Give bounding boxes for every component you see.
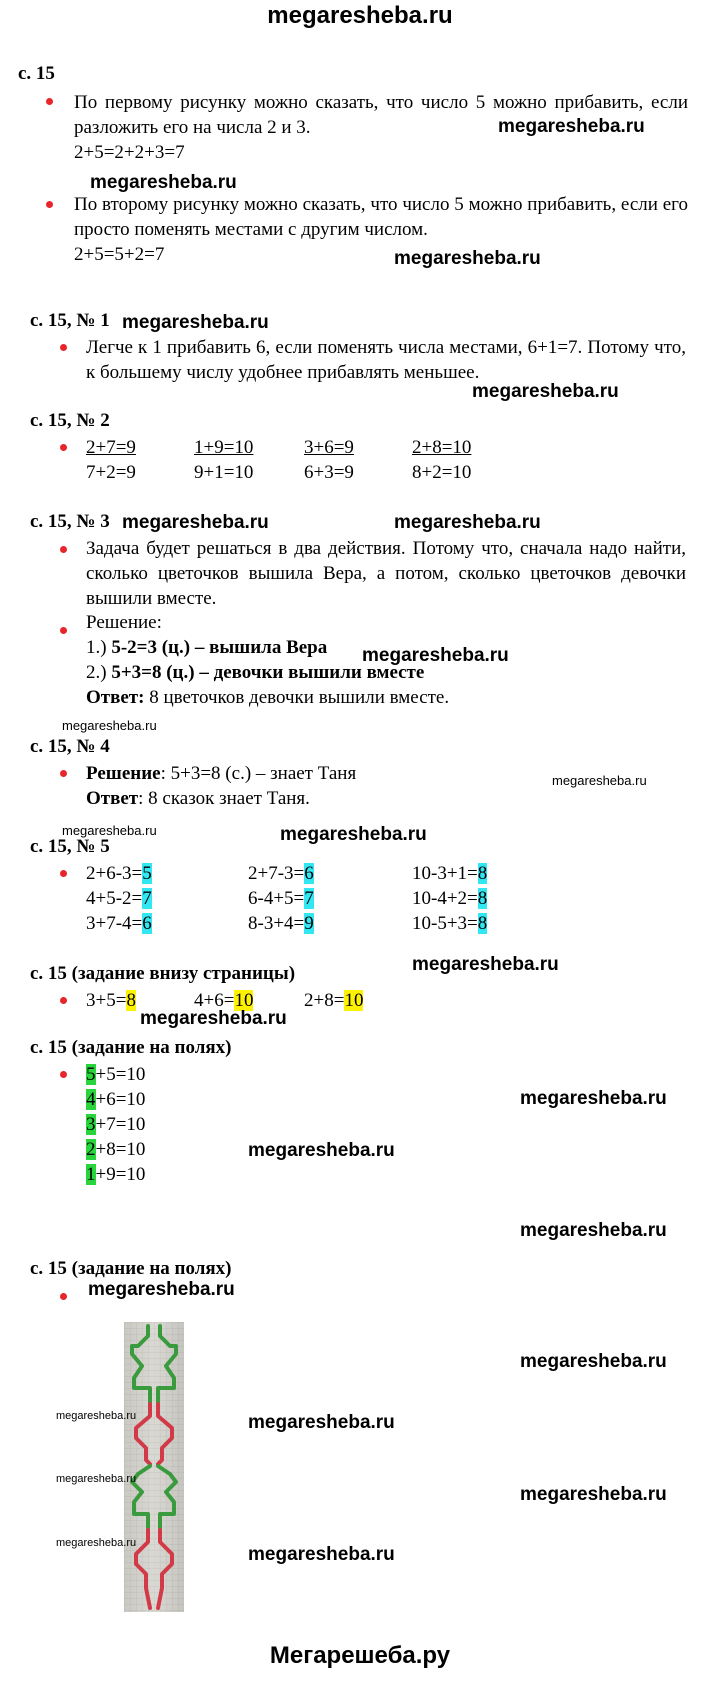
result-highlight: 8 <box>477 913 488 934</box>
watermark: megaresheba.ru <box>520 1088 667 1109</box>
section-heading-s4: с. 15, № 4 <box>30 736 110 757</box>
section-heading-s3: с. 15, № 3 <box>30 511 110 532</box>
section-heading-s1: с. 15, № 1 <box>30 310 110 331</box>
step-text: 5-2=3 (ц.) – вышила Вера <box>111 637 328 658</box>
expression: 3+7-4=6 <box>86 913 152 934</box>
watermark: megaresheba.ru <box>394 248 541 269</box>
expression: 2+8=10 <box>304 990 364 1011</box>
result-highlight: 7 <box>304 888 314 909</box>
solution-label: Решение <box>86 763 161 784</box>
section-heading-s0: с. 15 <box>18 63 55 84</box>
watermark: megaresheba.ru <box>248 1140 395 1161</box>
bullet <box>46 98 53 105</box>
expression: 4+5-2=7 <box>86 888 152 909</box>
watermark: megaresheba.ru <box>56 1537 137 1549</box>
first-digit-highlight: 2 <box>86 1139 96 1160</box>
result-highlight: 8 <box>477 863 488 884</box>
result-highlight: 8 <box>126 990 136 1011</box>
watermark: megaresheba.ru <box>412 954 559 975</box>
bullet <box>60 1293 67 1300</box>
pair-top: 1+9=10 <box>194 437 254 458</box>
expression: 5+5=10 <box>86 1064 146 1085</box>
expression: 1+9=10 <box>86 1164 146 1185</box>
section-heading-s8: с. 15 (задание на полях) <box>30 1258 232 1279</box>
expression: 2+8=10 <box>86 1139 146 1160</box>
result-highlight: 6 <box>142 913 152 934</box>
expression: 4+6=10 <box>86 1089 146 1110</box>
section-heading-s6: с. 15 (задание внизу страницы) <box>30 963 296 984</box>
pair-bottom: 9+1=10 <box>194 462 254 483</box>
result-highlight: 5 <box>142 863 152 884</box>
step-2 <box>86 660 424 685</box>
result-highlight: 9 <box>304 913 314 934</box>
bullet <box>60 870 67 877</box>
first-digit-highlight: 1 <box>86 1164 96 1185</box>
expression: 10-5+3=8 <box>412 913 488 934</box>
result-highlight: 8 <box>477 888 488 909</box>
expression: 4+6=10 <box>194 990 254 1011</box>
step-number: 1.) <box>86 637 107 658</box>
expression: 3+5=8 <box>86 990 136 1011</box>
watermark: megaresheba.ru <box>56 1410 137 1422</box>
watermark: megaresheba.ru <box>56 1473 137 1485</box>
watermark: megaresheba.ru <box>520 1484 667 1505</box>
result-highlight: 10 <box>234 990 254 1011</box>
result-highlight: 7 <box>142 888 152 909</box>
watermark: megaresheba.ru <box>520 1351 667 1372</box>
watermark: megaresheba.ru <box>248 1544 395 1565</box>
bullet <box>60 344 67 351</box>
result-highlight: 10 <box>344 990 364 1011</box>
pair-top: 2+8=10 <box>412 437 472 458</box>
watermark: megaresheba.ru <box>88 1279 235 1300</box>
site-title: megaresheba.ru <box>267 2 453 29</box>
equation-s0-p1: 2+5=2+2+3=7 <box>74 142 185 163</box>
paragraph-s0-p2: По второму рисунку можно сказать, что число 5 можно прибавить, если его просто поменять местами с другим числом. <box>74 194 688 240</box>
watermark: megaresheba.ru <box>122 312 269 333</box>
watermark: megaresheba.ru <box>280 824 427 845</box>
bullet <box>60 997 67 1004</box>
first-digit-highlight: 4 <box>86 1089 96 1110</box>
answer-label: Ответ: <box>86 687 145 708</box>
watermark: megaresheba.ru <box>62 823 157 838</box>
answer <box>86 786 310 811</box>
watermark: megaresheba.ru <box>362 645 509 666</box>
watermark: megaresheba.ru <box>472 381 619 402</box>
watermark: megaresheba.ru <box>394 512 541 533</box>
bullet <box>46 201 53 208</box>
bullet <box>60 1071 67 1078</box>
answer-text: : 8 сказок знает Таня. <box>138 788 310 809</box>
footer-title: Мегарешеба.ру <box>269 1642 451 1669</box>
paragraph-s3: Задача будет решаться в два действия. Потому что, сначала надо найти, сколько цветочков вышила Вера, а потом, сколько цветочков девочки вышили вместе. <box>86 538 686 609</box>
watermark: megaresheba.ru <box>520 1220 667 1241</box>
answer-text: 8 цветочков девочки вышили вместе. <box>149 687 450 708</box>
section-heading-s2: с. 15, № 2 <box>30 410 110 431</box>
result-highlight: 6 <box>304 863 314 884</box>
pattern-photo <box>124 1322 184 1612</box>
solution-text: : 5+3=8 (с.) – знает Таня <box>160 763 357 784</box>
section-heading-s5: с. 15, № 5 <box>30 836 110 857</box>
first-digit-highlight: 5 <box>86 1064 96 1085</box>
expression: 8-3+4=9 <box>248 913 314 934</box>
paragraph-s0-p1: По первому рисунку можно сказать, что число 5 можно прибавить, если разложить его на числа 2 и 3. <box>74 92 688 138</box>
first-digit-highlight: 3 <box>86 1114 96 1135</box>
pair-top: 3+6=9 <box>304 437 354 458</box>
expression: 2+7-3=6 <box>248 863 314 884</box>
expression: 3+7=10 <box>86 1114 146 1135</box>
answer-label: Ответ <box>86 788 139 809</box>
watermark: megaresheba.ru <box>498 116 645 137</box>
watermark: megaresheba.ru <box>90 172 237 193</box>
watermark: megaresheba.ru <box>552 773 647 788</box>
bullet <box>60 444 67 451</box>
bullet <box>60 770 67 777</box>
watermark: megaresheba.ru <box>62 718 157 733</box>
step-number: 2.) <box>86 662 107 683</box>
bullet <box>60 546 67 553</box>
pair-bottom: 6+3=9 <box>304 462 354 483</box>
section-heading-s7: с. 15 (задание на полях) <box>30 1037 232 1058</box>
equation-s0-p2: 2+5=5+2=7 <box>74 244 165 265</box>
step-text: 5+3=8 (ц.) – девочки вышили вместе <box>111 662 425 683</box>
watermark: megaresheba.ru <box>122 512 269 533</box>
step-1 <box>86 635 327 660</box>
expression: 2+6-3=5 <box>86 863 152 884</box>
watermark: megaresheba.ru <box>248 1412 395 1433</box>
paragraph-s1: Легче к 1 прибавить 6, если поменять числа местами, 6+1=7. Потому что, к большему числу удобнее прибавлять меньшее. <box>86 337 686 383</box>
bullet <box>60 627 67 634</box>
watermark: megaresheba.ru <box>140 1008 287 1029</box>
pair-bottom: 8+2=10 <box>412 462 472 483</box>
answer <box>86 685 449 710</box>
expression: 10-3+1=8 <box>412 863 488 884</box>
solution-label: Решение: <box>86 612 162 633</box>
pair-bottom: 7+2=9 <box>86 462 136 483</box>
expression: 10-4+2=8 <box>412 888 488 909</box>
solution <box>86 761 356 786</box>
pair-top: 2+7=9 <box>86 437 136 458</box>
expression: 6-4+5=7 <box>248 888 314 909</box>
